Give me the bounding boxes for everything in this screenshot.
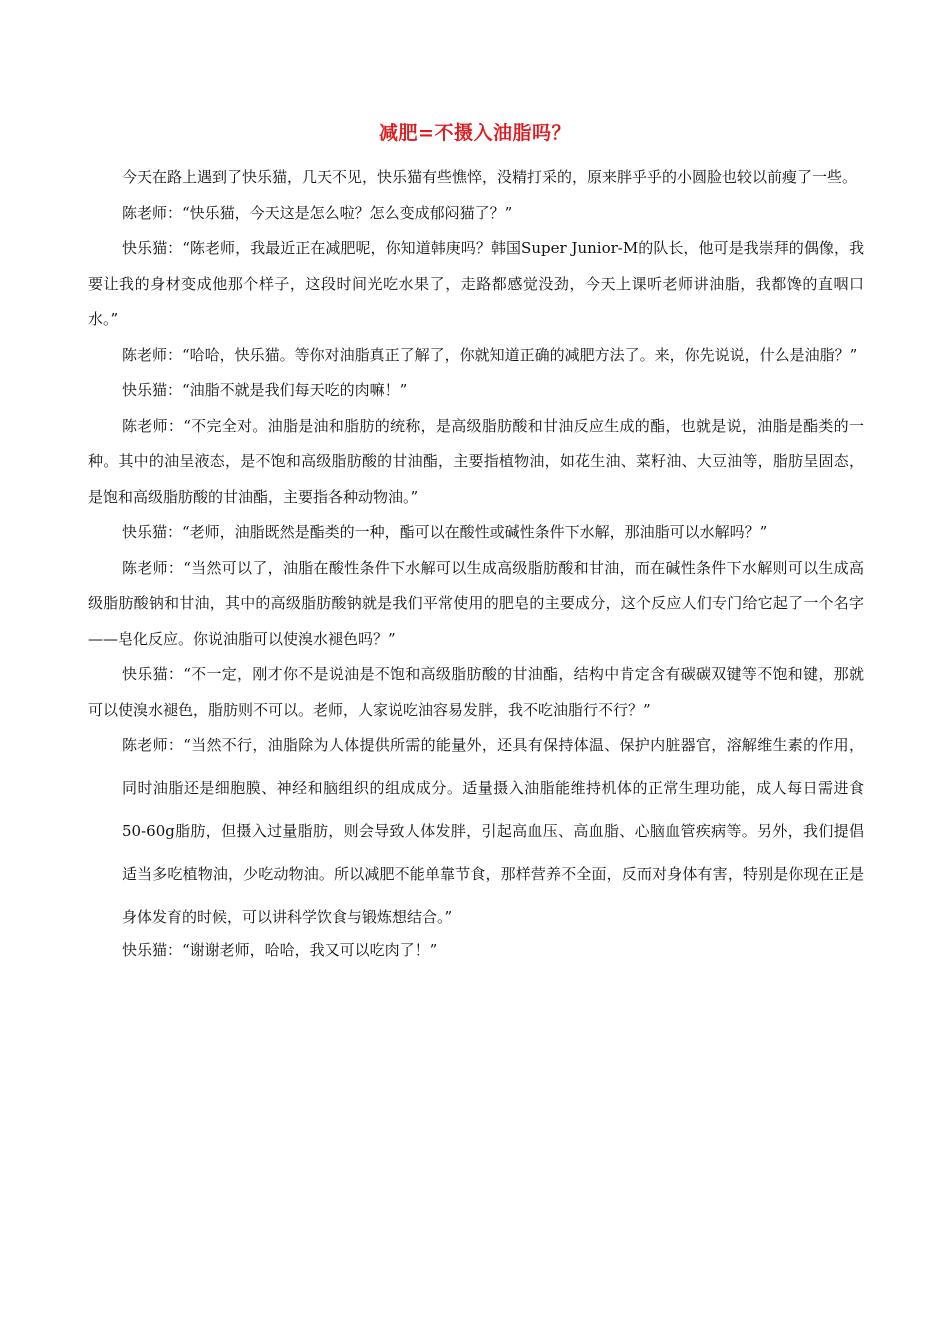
paragraph-dialogue-7: 陈老师：“当然可以了，油脂在酸性条件下水解可以生成高级脂肪酸和甘油，而在碱性条件下水解则可以生成高级脂肪酸钠和甘油，其中的高级脂肪酸钠就是我们平常使用的肥皂的主要成分，这个反应人们专门给它起了一个名字——皂化反应。你说油脂可以使溴水褪色吗？” (88, 558, 864, 648)
paragraph-intro: 今天在路上遇到了快乐猫，几天不见，快乐猫有些憔悴，没精打采的，原来胖乎乎的小圆脸也较以前瘦了一些。 (122, 168, 858, 186)
paragraph-dialogue-2: 快乐猫：“陈老师，我最近正在减肥呢，你知道韩庚吗？韩国Super Junior-M的队长，他可是我崇拜的偶像，我要让我的身材变成他那个样子，这段时间光吃水果了，走路都感觉没劲，今天上课听老师讲油脂，我都馋的直咽口水。” (88, 239, 864, 328)
paragraph-dialogue-9: 陈老师：“当然不行，油脂除为人体提供所需的能量外，还具有保持体温、保护内脏器官，溶解维生素的作用，同时油脂还是细胞膜、神经和脑组织的组成成分。适量摄入油脂能维持机体的正常生理功能，成人每日需进食50-60g脂肪，但摄入过量脂肪，则会导致人体发胖，引起高血压、高血脂、心脑血管疾病等。另外，我们提倡适当多吃植物油，少吃动物油。所以减肥不能单靠节食，那样营养不全面，反而对身体有害，特别是你现在正是身体发育的时候，可以讲科学饮食与锻炼想结合。” (122, 736, 864, 926)
paragraph-dialogue-4: 快乐猫：“油脂不就是我们每天吃的肉嘛！” (122, 381, 408, 399)
document-body (88, 160, 864, 969)
paragraph-dialogue-5: 陈老师：“不完全对。油脂是油和脂肪的统称，是高级脂肪酸和甘油反应生成的酯，也就是说，油脂是酯类的一种。其中的油呈液态，是不饱和高级脂肪酸的甘油酯，主要指植物油，如花生油、菜籽油、大豆油等，脂肪呈固态，是饱和高级脂肪酸的甘油酯，主要指各种动物油。” (88, 416, 864, 506)
paragraph-dialogue-8: 快乐猫：“不一定，刚才你不是说油是不饱和高级脂肪酸的甘油酯，结构中肯定含有碳碳双键等不饱和键，那就可以使溴水褪色，脂肪则不可以。老师，人家说吃油容易发胖，我不吃油脂行不行？” (88, 665, 864, 719)
document-title: 减肥=不摄入油脂吗？ (379, 122, 571, 144)
paragraph-dialogue-10: 快乐猫：“谢谢老师，哈哈，我又可以吃肉了！” (122, 941, 438, 959)
paragraph-dialogue-3: 陈老师：“哈哈，快乐猫。等你对油脂真正了解了，你就知道正确的减肥方法了。来，你先说说，什么是油脂？” (122, 345, 858, 364)
paragraph-dialogue-1: 陈老师：“快乐猫，今天这是怎么啦？怎么变成郁闷猫了？” (122, 203, 513, 222)
paragraph-dialogue-6: 快乐猫：“老师，油脂既然是酯类的一种，酯可以在酸性或碱性条件下水解，那油脂可以水解吗？” (122, 523, 768, 541)
